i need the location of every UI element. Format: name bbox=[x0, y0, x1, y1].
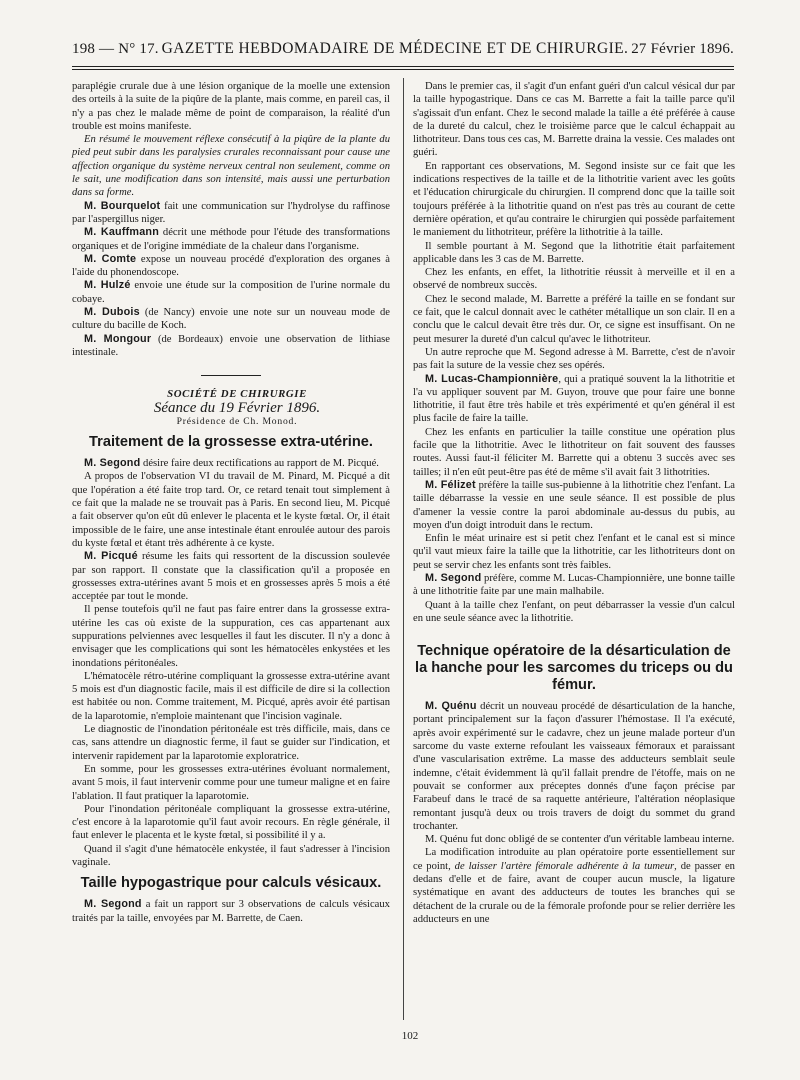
society-heading: SOCIÉTÉ DE CHIRURGIE bbox=[167, 388, 307, 401]
paragraph-text: fait une communication sur l'hydrolyse du raffinose par l'aspergillus niger. bbox=[72, 200, 391, 225]
paragraph-dubois bbox=[72, 306, 390, 333]
article-heading: Taille hypogastrique pour calculs vésicaux. bbox=[80, 875, 382, 892]
paragraph-summary: En résumé le mouvement réflexe consécutif à la piqûre de la plante du pied peut subir dans les paralysies crurales reconnaissant pour cause une affection organique du système nerveux central non seulement, comme on le sait, une modification dans son intensité, mais aussi une perturbation dans sa forme. bbox=[72, 134, 390, 199]
paragraph: Un autre reproche que M. Segond adresse à M. Barrette, c'est de n'avoir pas fait la suture de la vessie chez ses opérés. bbox=[413, 346, 735, 372]
paragraph-kauffmann bbox=[72, 226, 390, 253]
paragraph: L'hématocèle rétro-utérine compliquant la grossesse extra-utérine avant 5 mois est d'un diagnostic facile, mais il est difficile de dire si la collection est habitée ou non. Comme traitement, M. Picqué, après avoir été partisan de la laparotomie, n'emploie maintenant que l'incision vaginale. bbox=[72, 670, 390, 722]
paragraph-text: résume les faits qui ressortent de la discussion soulevée par son rapport. Il constate que la classification qu'il a proposée en grossesses extra-utérines avant 5 mois et en grossesses après 5 mois a été acceptée par tout le monde. bbox=[72, 551, 390, 603]
paragraph: En somme, pour les grossesses extra-utérines évoluant normalement, avant 5 mois, il faut intervenir comme pour une tumeur maligne et en faire l'ablation. Il faut pratiquer la laparotomie. bbox=[72, 763, 390, 802]
presidency-line: Présidence de Ch. Monod. bbox=[176, 415, 298, 427]
speaker-name: M. Félizet bbox=[425, 478, 476, 491]
paragraph-segond bbox=[72, 898, 390, 925]
section-rule bbox=[201, 375, 261, 376]
speaker-name: M. Lucas-Championnière bbox=[425, 372, 559, 385]
paragraph-text: La modification introduite au plan opératoire porte essentiellement sur ce point, bbox=[413, 847, 735, 872]
column-divider bbox=[403, 78, 404, 1020]
paragraph-text: (de Nancy) envoie une note sur un nouveau mode de culture du bacille de Koch. bbox=[72, 307, 390, 332]
speaker-name: M. Bourquelot bbox=[84, 199, 161, 212]
paragraph-text: , de passer en dedans d'elle et de faire, avant de couper aucun muscle, la ligature systématique en avant des adducteurs de toutes les branches qui se détachent de la crurale ou de la fémorale profonde pour se relier derrière les adducteurs en une bbox=[413, 860, 735, 925]
paragraph-text: envoie une étude sur la composition de l'urine normale du cobaye. bbox=[72, 280, 391, 305]
paragraph: Chez le second malade, M. Barrette a préféré la taille en se fondant sur ce fait, que le calcul donnait avec le cathéter métallique un son clair. Il en a conclu que le calcul devait être très dur. Or, ce signe est insuffisant. On ne peut mesurer la dureté d'un calcul qu'avec le lithotriteur. bbox=[413, 293, 735, 345]
speaker-name: M. Segond bbox=[84, 457, 141, 470]
journal-title: GAZETTE HEBDOMADAIRE DE MÉDECINE ET DE CHIRURGIE. bbox=[161, 40, 629, 57]
paragraph: A propos de l'observation VI du travail de M. Pinard, M. Picqué a dit que l'opération a été faite trop tard. Or, ce retard tenait tout simplement à ce fait que la malade ne se trouvait pas à Paris. En second lieu, M. Picqué a fait observer qu'on eût dû enlever le placenta et le kyste fœtal. Or, il était impossible de le faire, une anse intestinale étant enroulée autour des parois du kyste fœtal et étant très adhérente à ce kyste. bbox=[72, 471, 390, 549]
paragraph: Le diagnostic de l'inondation péritonéale est très difficile, mais, dans ce cas, sans attendre un diagnostic ferme, il faut se guider sur l'indication, et intervenir rapidement par la laparotomie exploratrice. bbox=[72, 724, 390, 762]
paragraph: Il pense toutefois qu'il ne faut pas faire entrer dans la grossesse extra-utérine les cas où existe de la suppuration, ces cas appartenant aux suppurations pelviennes avec lesquelles il faut les discuter. Il n'y a donc à envisager que les complications qui sont les hématocèles enkystées et les inondations péritonéales. bbox=[72, 604, 390, 669]
paragraph: Il semble pourtant à M. Segond que la lithotritie était parfaitement applicable dans les 3 cas de M. Barrette. bbox=[413, 240, 735, 265]
paragraph-bourquelot bbox=[72, 200, 390, 227]
paragraph: En rapportant ces observations, M. Segond insiste sur ce fait que les indications respectives de la taille et de la lithotritie varient avec les goûts et l'éducation chirurgicale du chirurgien. Il comprend donc que la taille soit toujours préférée à la lithotritie quand on n'est pas très au courant de cette dernière opération, et qu'au contraire le chirurgien qui possède parfaitement le maniement du lithotriteur, préfère la lithotritie à la taille. bbox=[413, 160, 735, 239]
speaker-name: M. Dubois bbox=[84, 306, 140, 319]
paragraph: Chez les enfants en particulier la taille constitue une opération plus facile que la lithotritie. Avec le lithotriteur on fait souvent des fausses routes. Aussi faut-il féliciter M. Barrette qui a obtenu 3 succès avec ses tailles; il n'en eût peut-être pas été de même s'il avait fait 3 lithotrities. bbox=[413, 426, 735, 478]
running-header bbox=[72, 40, 734, 62]
paragraph-text: a fait un rapport sur 3 observations de calculs vésicaux traités par la taille, envoyées par M. Barrette, de Caen. bbox=[72, 899, 390, 924]
paragraph-modification bbox=[413, 846, 735, 926]
article-heading: Traitement de la grossesse extra-utérine. bbox=[89, 434, 373, 451]
left-column bbox=[72, 80, 390, 925]
paragraph: paraplégie crurale due à une lésion organique de la moelle une extension des orteils à la suite de la piqûre de la plante, mais comme, en pareil cas, il n'y a pas chez le malade même de point de comparaison, la réalité d'un trouble est moins manifeste. bbox=[72, 81, 390, 132]
paragraph: M. Quénu fut donc obligé de se contenter d'un véritable lambeau interne. bbox=[425, 834, 735, 846]
header-rule-bottom bbox=[72, 69, 734, 70]
issue-date: 27 Février 1896. bbox=[631, 41, 734, 57]
right-column bbox=[413, 80, 735, 926]
header-rule-top bbox=[72, 66, 734, 67]
speaker-name: M. Comte bbox=[84, 252, 137, 265]
paragraph-quenu bbox=[413, 700, 735, 833]
paragraph: Dans le premier cas, il s'agit d'un enfant guéri d'un calcul vésical dur par la taille hypogastrique. Dans ce cas M. Barrette a fait la taille parce qu'il s'agissait d'un enfant. Chez le second malade la taille a été préférée à cause de la dureté du calcul, chez le troisième parce que le calcul échappait au lithotriteur. Dans tous ces cas, M. Barrette draina la vessie. Ces malades ont guéri. bbox=[413, 81, 735, 159]
speaker-name: M. Segond bbox=[425, 571, 482, 584]
paragraph-text: décrit une méthode pour l'étude des transformations organiques et de l'origine immédiate de la chaleur dans l'organisme. bbox=[72, 227, 390, 252]
paragraph: Quant à la taille chez l'enfant, on peut débarrasser la vessie d'un calcul en une seule séance avec la lithotritie. bbox=[413, 599, 735, 624]
paragraph-text: , qui a pratiqué souvent la la lithotritie et l'a vu appliquer souvent par M. Guyon, trouve que pour faire une bonne lithotritie, il faut être très habile et très expérimenté et qu'en général il est plus facile de faire la taille. bbox=[413, 373, 735, 425]
session-date: Séance du 19 Février 1896. bbox=[153, 399, 321, 416]
paragraph-picque bbox=[72, 550, 390, 603]
paragraph: Enfin le méat urinaire est si petit chez l'enfant et le canal est si mince qu'il vaut mieux faire la taille que la lithotritie, car les lithotriteurs dont on peut se servir chez les enfants sont très faibles. bbox=[413, 533, 735, 571]
page-number: 102 bbox=[401, 1030, 419, 1042]
speaker-name: M. Mongour bbox=[84, 332, 152, 345]
paragraph-felizet bbox=[413, 479, 735, 532]
page-reference: 198 — N° 17. bbox=[72, 41, 159, 57]
paragraph-text: décrit un nouveau procédé de désarticulation de la hanche, portant principalement sur la façon d'assurer l'hémostase. Il l'a exécuté, après avoir expérimenté sur le cadavre, chez un jeune malade porteur d'un sarcome du vaste externe refoulant les vaisseaux fémoraux et paraissant d'une vascularisation extrême. La masse des adducteurs semblait seule indemne, c'était évidemment là qu'il fallait prendre de l'étoffe, mais on ne pouvait se conformer aux préceptes donnés d'une façon précise par Farabeuf dans le tracé de sa raquette antérieure, l'altération néoplasique remontant jusqu'à deux ou trois travers de doigt du sommet du grand trochanter. bbox=[413, 701, 735, 832]
speaker-name: M. Hulzé bbox=[84, 279, 131, 292]
paragraph: Chez les enfants, en effet, la lithotritie réussit à merveille et il en a observé de nombreux succès. bbox=[413, 267, 735, 292]
paragraph-mongour bbox=[72, 333, 390, 360]
italic-emphasis: de laisser l'artère fémorale adhérente à la tumeur bbox=[454, 860, 675, 872]
speaker-name: M. Segond bbox=[84, 898, 142, 911]
article-heading: Technique opératoire de la désarticulation de la hanche pour les sarcomes du triceps ou du fémur. bbox=[415, 643, 733, 694]
paragraph-comte bbox=[72, 253, 390, 280]
paragraph: Quand il s'agit d'une hématocèle enkystée, il faut s'adresser à l'incision vaginale. bbox=[72, 843, 390, 869]
speaker-name: M. Kauffmann bbox=[84, 226, 160, 239]
speaker-name: M. Quénu bbox=[425, 700, 477, 713]
paragraph-text: (de Bordeaux) envoie une observation de lithiase intestinale. bbox=[72, 333, 390, 358]
paragraph-hulze bbox=[72, 279, 390, 306]
paragraph: Pour l'inondation péritonéale compliquant la grossesse extra-utérine, c'est encore à la laparotomie qu'il faut avoir recours. En règle générale, il faut enlever le placenta et le kyste fœtal, si possibilité il y a. bbox=[72, 803, 390, 842]
paragraph-segond bbox=[72, 457, 390, 470]
speaker-name: M. Picqué bbox=[84, 550, 138, 563]
paragraph-text: désire faire deux rectifications au rapport de M. Picqué. bbox=[140, 458, 379, 470]
paragraph-segond bbox=[413, 572, 735, 599]
paragraph-text: préfère la taille sus-pubienne à la lithotritie chez l'enfant. La taille débarrasse la vessie en une seule séance. Il est possible de plus d'amener la vessie contre la paroi abdominale au-dessus du pubis, au moyen d'un doigt introduit dans le rectum. bbox=[413, 479, 735, 531]
paragraph-lucas-championniere bbox=[413, 373, 735, 426]
paragraph-text: préfère, comme M. Lucas-Championnière, une bonne taille à une lithotritie faite par une main malhabile. bbox=[413, 572, 735, 598]
paragraph-text: expose un nouveau procédé d'exploration des organes à l'aide du phonendoscope. bbox=[72, 253, 391, 279]
